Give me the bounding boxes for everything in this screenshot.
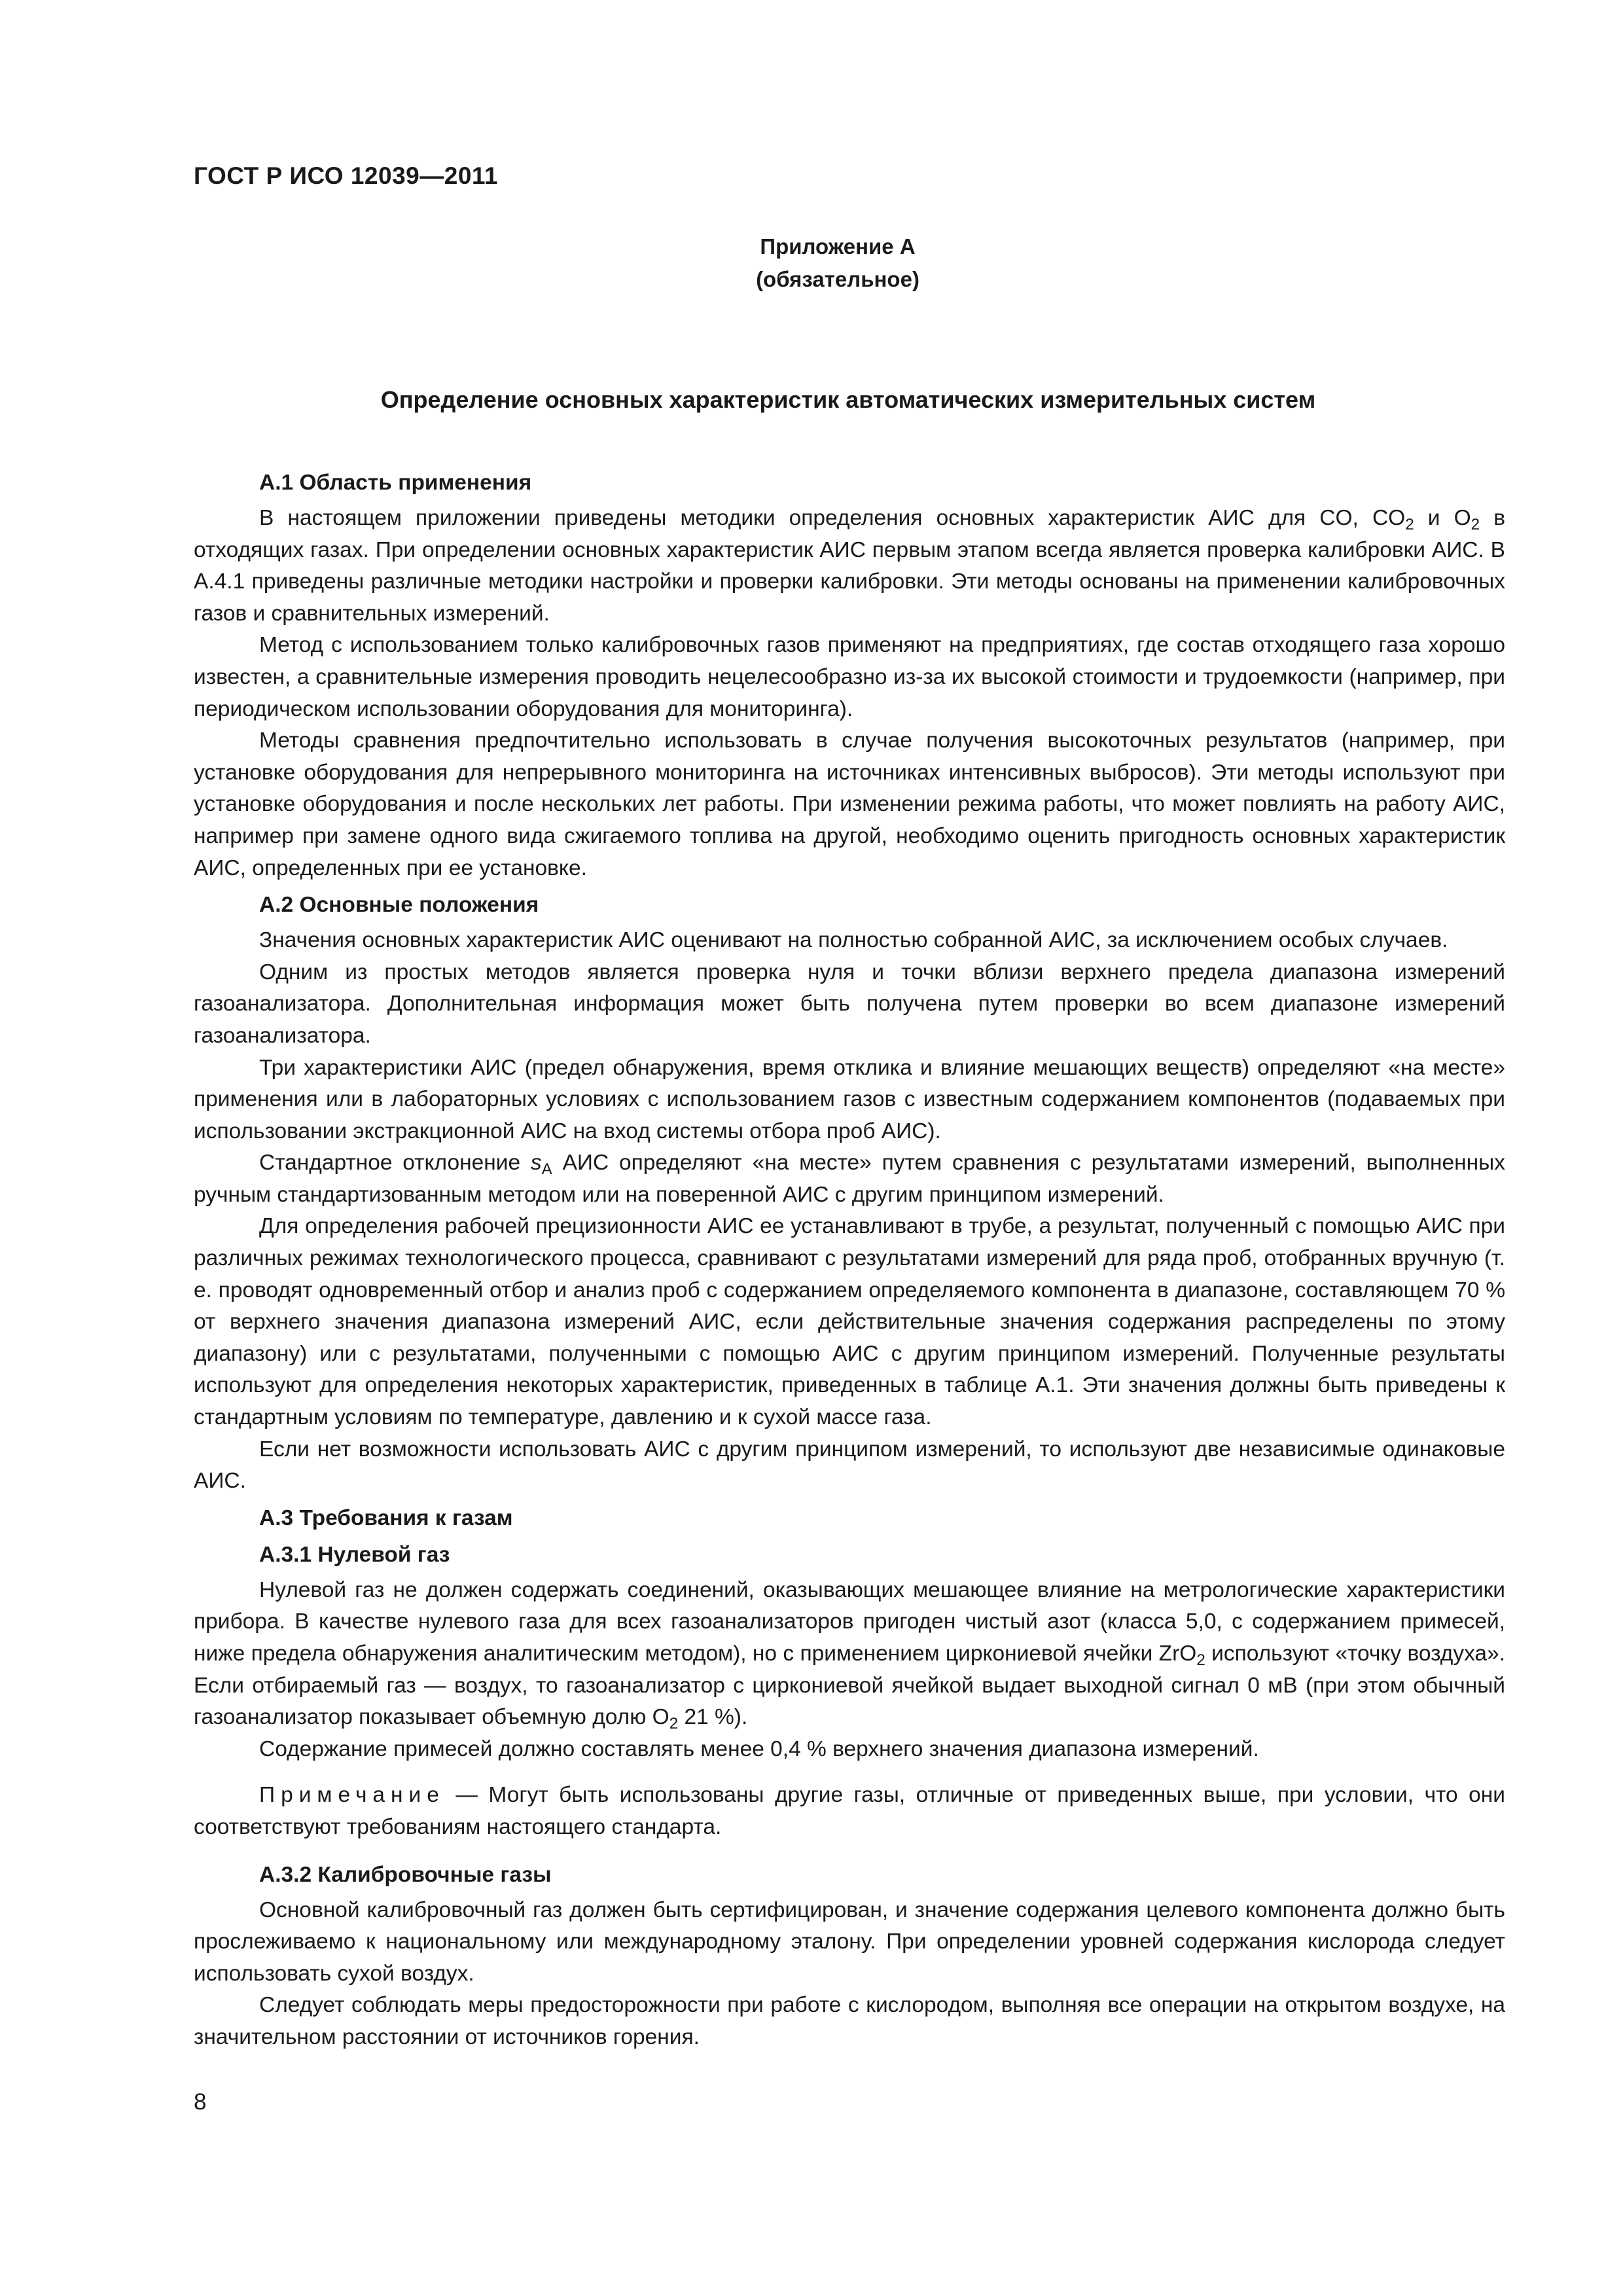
annex-heading <box>0 230 1623 296</box>
paragraph: Основной калибровочный газ должен быть сертифицирован, и значение содержания целевого компонента должно быть прослеживаемо к национальному или международному эталону. При определении уровней содержания кислорода следует использовать сухой воздух. <box>194 1897 1505 1986</box>
paragraph: Для определения рабочей прецизионности АИС ее устанавливают в трубе, а результат, полученный с помощью АИС при различных режимах технологического процесса, сравнивают с результатами измерений для ряда проб, отобранных вручную (т. е. проводят одновременный отбор и анализ проб с содержанием определяемого компонента в диапазоне, составляющем 70 % от верхнего значения диапазона измерений АИС, если действительные значения содержания распределены по этому диапазону) или с результатами, полученными с помощью АИС с другим принципом измерений. Полученные результаты используют для определения некоторых характеристик, приведенных в таблице А.1. Эти значения должны быть приведены к стандартным условиям по температуре, давлению и к сухой массе газа. <box>194 1214 1505 1430</box>
page-header: ГОСТ Р ИСО 12039—2011 <box>194 162 499 189</box>
document-title: Определение основных характеристик автоматических измерительных систем <box>380 386 1316 413</box>
subsection-heading-a31: А.3.1 Нулевой газ <box>259 1542 450 1567</box>
paragraph: В настоящем приложении приведены методики определения основных характеристик АИС для CO, $CO_2$ и $O_2$ в отходящих газах. При определении основных характеристик АИС первым этапом всегда является проверка калибровки АИС. В А.4.1 приведены различные методики настройки и проверки калибровки. Эти методы основаны на применении калибровочных газов и сравнительных измерений. <box>194 506 1505 626</box>
subsection-heading-a32: А.3.2 Калибровочные газы <box>259 1862 552 1887</box>
paragraph: Три характеристики АИС (предел обнаружения, время отклика и влияние мешающих веществ) определяют «на месте» применения или в лабораторных условиях с использованием газов с известным содержанием компонентов (подаваемых при использовании экстракционной АИС на вход системы отбора проб АИС). <box>194 1055 1505 1143</box>
document-body <box>194 462 1505 2054</box>
note: Примечание — Могут быть использованы другие газы, отличные от приведенных выше, при условии, что они соответствуют требованиям настоящего стандарта. <box>194 1783 1505 1839</box>
paragraph: Содержание примесей должно составлять менее 0,4 % верхнего значения диапазона измерений. <box>259 1736 1259 1761</box>
paragraph: Если нет возможности использовать АИС с другим принципом измерений, то используют две независимые одинаковые АИС. <box>194 1437 1505 1494</box>
annex-title: Приложение А <box>760 234 916 259</box>
annex-status: (обязательное) <box>756 267 919 291</box>
page-number: 8 <box>194 2089 207 2115</box>
note-label: Примечание <box>259 1783 445 1808</box>
paragraph: Метод с использованием только калибровочных газов применяют на предприятиях, где состав отходящего газа хорошо известен, а сравнительные измерения проводить нецелесообразно из-за их высокой стоимости и трудоемкости (например, при периодическом использовании оборудования для мониторинга). <box>194 633 1505 721</box>
paragraph: Методы сравнения предпочтительно использовать в случае получения высокоточных результатов (например, при установке оборудования для непрерывного мониторинга на источниках интенсивных выбросов). Эти методы используют при установке оборудования и после нескольких лет работы. При изменении режима работы, что может повлиять на работу АИС, например при замене одного вида сжигаемого топлива на другой, необходимо оценить пригодность основных характеристик АИС, определенных при ее установке. <box>194 728 1505 880</box>
section-heading-a3: А.3 Требования к газам <box>259 1505 513 1530</box>
section-heading-a2: А.2 Основные положения <box>259 893 539 918</box>
section-heading-a1: А.1 Область применения <box>259 471 532 495</box>
paragraph: Одним из простых методов является проверка нуля и точки вблизи верхнего предела диапазона измерений газоанализатора. Дополнительная информация может быть получена путем проверки во всем диапазоне измерений газоанализатора. <box>194 960 1505 1048</box>
paragraph: Нулевой газ не должен содержать соединений, оказывающих мешающее влияние на метрологические характеристики прибора. В качестве нулевого газа для всех газоанализаторов пригоден чистый азот (класса 5,0, с содержанием примесей, ниже предела обнаружения аналитическим методом), но с применением циркониевой ячейки ZrO$_2$ используют «точку воздуха». Если отбираемый газ — воздух, то газоанализатор с циркониевой ячейкой выдает выходной сигнал 0 мВ (при этом обычный газоанализатор показывает объемную долю $O_2$ 21 %). <box>194 1577 1506 1733</box>
paragraph: Значения основных характеристик АИС оценивают на полностью собранной АИС, за исключением особых случаев. <box>259 928 1448 953</box>
paragraph: Стандартное отклонение $s_A$ АИС определяют «на месте» путем сравнения с результатами измерений, выполненных ручным стандартизованным методом или на поверенной АИС с другим принципом измерений. <box>194 1151 1506 1207</box>
paragraph: Следует соблюдать меры предосторожности при работе с кислородом, выполняя все операции на открытом воздухе, на значительном расстоянии от источников горения. <box>194 1993 1505 2049</box>
